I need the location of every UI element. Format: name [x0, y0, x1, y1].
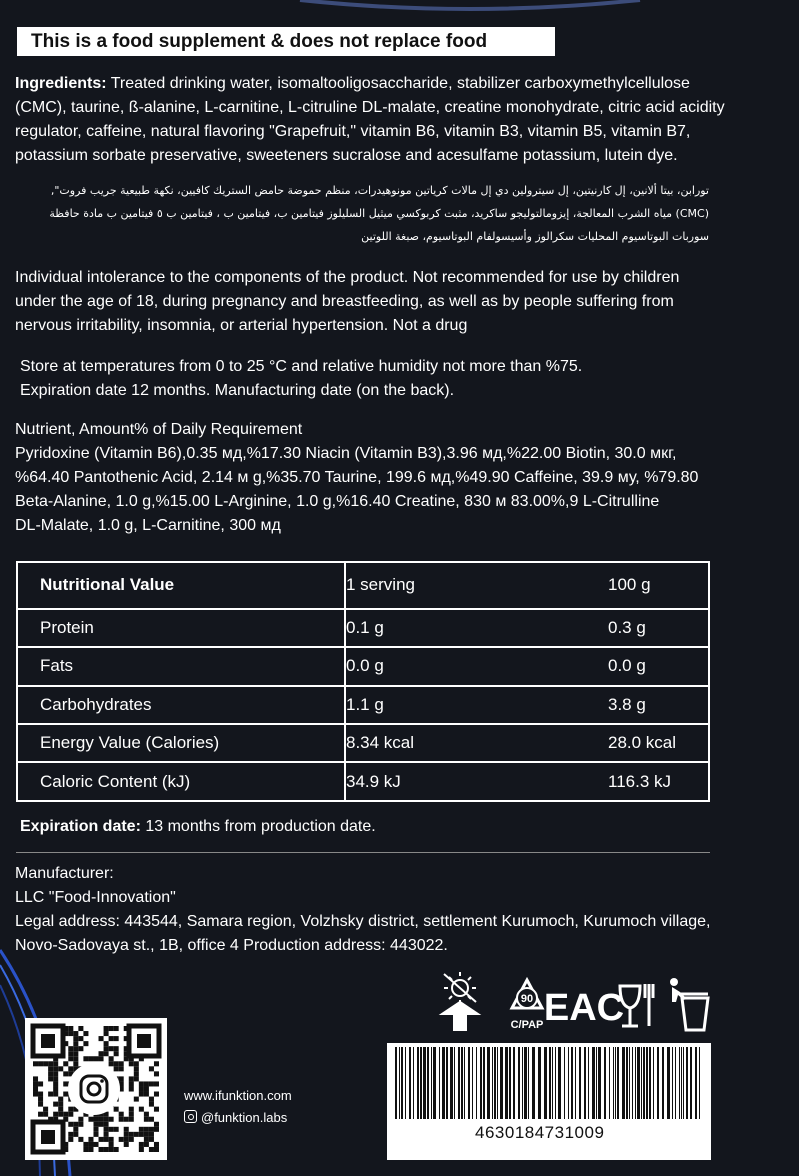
- arabic-line: (CMC) مياه الشرب المعالجة، إيزومالتوليجو ساكريد، مثبت كربوكسي ميثيل السليلوز فيتامين ب، فيتامين ب ، فيتامين ب ٥ فيتامين ب مادة حافظة: [49, 207, 709, 220]
- header-nutritional-value: Nutritional Value: [17, 562, 345, 609]
- storage-line: Store at temperatures from 0 to 25 °C and relative humidity not more than %75.: [20, 358, 583, 375]
- table-row: [17, 762, 709, 801]
- table-cell: Caloric Content (kJ): [17, 762, 345, 801]
- header-serving: 1 serving: [345, 562, 608, 609]
- storage-line: Expiration date 12 months. Manufacturing date (on the back).: [20, 382, 455, 399]
- website-link[interactable]: www.ifunktion.com: [184, 1088, 292, 1103]
- table-cell: 0.1 g: [345, 609, 608, 647]
- nutrition-table: [16, 561, 710, 802]
- recycle-number: 90: [520, 993, 534, 1005]
- warning-text: [15, 266, 679, 338]
- nutrients-line: DL-Malate, 1.0 g, L-Carnitine, 300 мд: [15, 517, 281, 534]
- instagram-handle: @funktion.labs: [201, 1110, 288, 1125]
- table-cell: 0.3 g: [608, 609, 709, 647]
- expiration-label: Expiration date:: [20, 818, 141, 835]
- ingredients-text: [15, 72, 725, 168]
- table-cell: Fats: [17, 647, 345, 685]
- table-cell: 0.0 g: [345, 647, 608, 685]
- contact-links: [184, 1085, 292, 1129]
- table-row: [17, 609, 709, 647]
- table-cell: 28.0 kcal: [608, 724, 709, 762]
- ingredients-line: regulator, caffeine, natural flavoring "Grapefruit," vitamin B6, vitamin B3, vitamin B5, vitamin B7,: [15, 123, 691, 140]
- nutrients-line: Beta-Alanine, 1.0 g,%15.00 L-Arginine, 1.0 g,%16.40 Creatine, 830 м 83.00%,9 L-Citrulline: [15, 493, 660, 510]
- manufacturer-line: Manufacturer:: [15, 865, 114, 882]
- table-cell: 3.8 g: [608, 686, 709, 724]
- arabic-line: سوربات البوتاسيوم المحليات سكرالوز وأسيسولفام البوتاسيوم، صبغة اللوتين: [361, 230, 709, 243]
- eac-conformity-mark: EAC: [543, 987, 625, 1029]
- header-100g: 100 g: [608, 562, 709, 609]
- expiration-value: 13 months from production date.: [140, 818, 376, 835]
- instagram-small-icon: [184, 1110, 197, 1123]
- table-row: [17, 647, 709, 685]
- nutrients-line: Pyridoxine (Vitamin B6),0.35 мд,%17.30 Niacin (Vitamin B3),3.96 мд,%22.00 Biotin, 30.0 мкг,: [15, 445, 677, 462]
- dispose-in-bin-icon: [670, 978, 708, 1030]
- table-cell: 116.3 kJ: [608, 762, 709, 801]
- table-cell: 34.9 kJ: [345, 762, 608, 801]
- certification-icons: [436, 968, 711, 1034]
- barcode: [387, 1043, 711, 1160]
- manufacturer-line: Novo-Sadovaya st., 1B, office 4 Production address: 443022.: [15, 937, 448, 954]
- nutrients-text: [15, 418, 698, 538]
- manufacturer-line: LLC "Food-Innovation": [15, 889, 176, 906]
- supplement-disclaimer-banner: This is a food supplement & does not replace food: [17, 27, 555, 56]
- instagram-icon: [68, 1063, 120, 1115]
- table-cell: Energy Value (Calories): [17, 724, 345, 762]
- manufacturer-text: [15, 862, 710, 958]
- table-cell: 8.34 kcal: [345, 724, 608, 762]
- warning-line: under the age of 18, during pregnancy and breastfeeding, as well as by people suffering from: [15, 293, 674, 310]
- section-divider: [16, 852, 710, 853]
- arabic-ingredients: [49, 182, 709, 246]
- barcode-number: 4630184731009: [475, 1123, 605, 1142]
- warning-line: Individual intolerance to the components of the product. Not recommended for use by children: [15, 269, 680, 286]
- arabic-line: تورابن، بيتا ألانين، إل كارنيتين، إل سيترولين دي إل مالات كرياتين مونوهيدرات، منظم حموضة حامض الستريك كافيين، نكهة طبيعية جريب فروت",: [50, 184, 709, 197]
- ingredients-line: potassium sorbate preservative, sweeteners sucralose and acesulfame potassium, lutein dye.: [15, 147, 678, 164]
- nutrients-heading: Nutrient, Amount% of Daily Requirement: [15, 421, 303, 438]
- ingredients-line: Treated drinking water, isomaltooligosaccharide, stabilizer carboxymethylcellulose: [106, 75, 690, 92]
- ingredients-label: Ingredients:: [15, 75, 107, 92]
- recycle-code: C/PAP: [510, 1019, 544, 1031]
- nutrients-line: %64.40 Pantothenic Acid, 2.14 м g,%35.70 Taurine, 199.6 мд,%49.90 Caffeine, 39.9 му, %79.80: [15, 469, 699, 486]
- table-cell: Protein: [17, 609, 345, 647]
- table-row: [17, 686, 709, 724]
- manufacturer-line: Legal address: 443544, Samara region, Volzhsky district, settlement Kurumoch, Kurumoch village,: [15, 913, 711, 930]
- warning-line: nervous irritability, insomnia, or arterial hypertension. Not a drug: [15, 317, 468, 334]
- keep-away-from-sunlight-icon: [442, 972, 478, 1030]
- table-cell: Carbohydrates: [17, 686, 345, 724]
- table-cell: 1.1 g: [345, 686, 608, 724]
- ingredients-line: (CMC), taurine, ß-alanine, L-carnitine, L-citruline DL-malate, creatine monohydrate, citric acid acidity: [15, 99, 725, 116]
- instagram-link[interactable]: [184, 1107, 292, 1129]
- table-cell: 0.0 g: [608, 647, 709, 685]
- food-safe-icon: [620, 984, 653, 1026]
- table-header-row: [17, 562, 709, 609]
- expiration-text: [20, 815, 376, 839]
- recycling-icon: [511, 980, 544, 1031]
- table-row: [17, 724, 709, 762]
- storage-text: [20, 355, 582, 403]
